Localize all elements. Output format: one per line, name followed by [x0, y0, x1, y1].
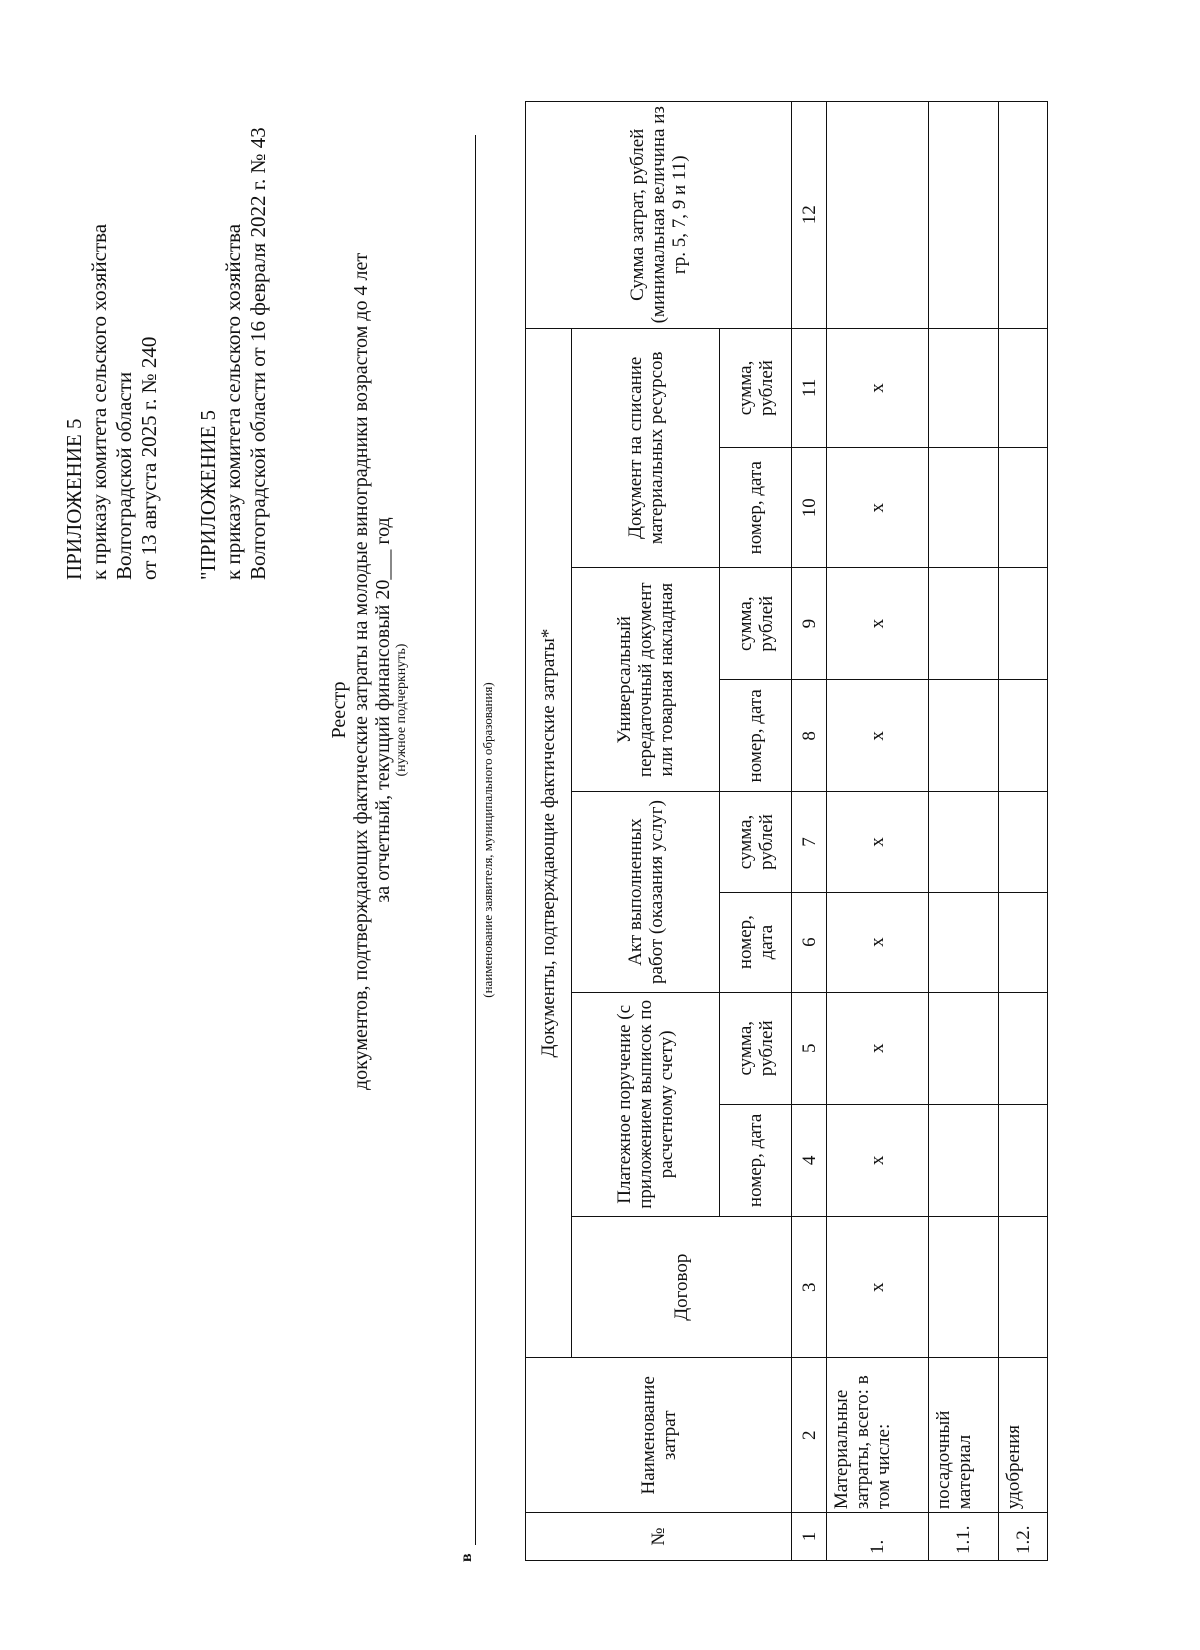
table-cell — [999, 568, 1048, 680]
table-cell: x — [827, 992, 929, 1104]
header-line: "ПРИЛОЖЕНИЕ 5 — [196, 409, 220, 580]
row-number: 1.1. — [929, 1513, 999, 1561]
row-cost-name: удобрения — [999, 1358, 1048, 1513]
row-number: 1.2. — [999, 1513, 1048, 1561]
table-cell — [999, 792, 1048, 892]
header-contract: Договор — [572, 1216, 792, 1358]
column-number: 7 — [792, 792, 827, 892]
column-number: 1 — [792, 1513, 827, 1561]
title-line: документов, подтверждающих фактические затраты на молодые виноградники возрастом до 4 лет — [350, 252, 372, 1090]
header-cost-name: Наименование затрат — [526, 1358, 792, 1513]
title-line: за отчетный, текущий финансовый 20___ год — [372, 517, 394, 903]
header-line: Волгоградской области от 16 февраля 2022 г. № 43 — [246, 127, 270, 580]
title-line: Реестр — [328, 681, 350, 739]
table-cell: x — [827, 328, 929, 448]
table-cell — [999, 102, 1048, 329]
table-cell — [929, 448, 999, 568]
header-line: к приказу комитета сельского хозяйства — [221, 223, 245, 580]
table-cell: x — [827, 680, 929, 792]
table-cell — [929, 1216, 999, 1358]
table-cell — [929, 1104, 999, 1216]
subheader-number-date: номер, дата — [720, 1104, 792, 1216]
subheader-amount: сумма, рублей — [720, 992, 792, 1104]
table-cell — [827, 102, 929, 329]
table-cell: x — [827, 448, 929, 568]
table-cell — [999, 892, 1048, 992]
header-line: Волгоградской области — [112, 371, 136, 580]
subheader-number-date: номер, дата — [720, 680, 792, 792]
table-cell — [999, 448, 1048, 568]
table-cell — [999, 992, 1048, 1104]
table-cell: x — [827, 568, 929, 680]
appendix-header-old — [196, 127, 271, 580]
column-number: 2 — [792, 1358, 827, 1513]
subheader-amount: сумма, рублей — [720, 568, 792, 680]
table-cell — [999, 328, 1048, 448]
column-number: 8 — [792, 680, 827, 792]
header-line: от 13 августа 2025 г. № 240 — [137, 336, 161, 580]
column-number: 11 — [792, 328, 827, 448]
column-number: 5 — [792, 992, 827, 1104]
table-cell: x — [827, 892, 929, 992]
table-cell — [929, 568, 999, 680]
column-number: 9 — [792, 568, 827, 680]
header-payment-order: Платежное поручение (с приложением выписок по расчетному счету) — [572, 992, 720, 1216]
table-cell — [929, 892, 999, 992]
header-line: ПРИЛОЖЕНИЕ 5 — [62, 418, 86, 580]
register-table — [525, 101, 1048, 1561]
table-cell — [929, 102, 999, 329]
header-line: к приказу комитета сельского хозяйства — [87, 223, 111, 580]
table-row — [999, 102, 1048, 1561]
applicant-caption: (наименование заявителя, муниципального образования) — [480, 682, 495, 998]
table-cell — [999, 1104, 1048, 1216]
applicant-prefix: в — [458, 1553, 475, 1562]
subheader-amount: сумма, рублей — [720, 792, 792, 892]
table-cell: x — [827, 792, 929, 892]
subheader-number-date: номер, дата — [720, 892, 792, 992]
header-supporting-docs: Документы, подтверждающие фактические затраты* — [526, 328, 572, 1358]
table-cell — [999, 680, 1048, 792]
row-cost-name: посадочный материал — [929, 1358, 999, 1513]
row-cost-name: Материальные затраты, всего: в том числе: — [827, 1358, 929, 1513]
header-no: № — [526, 1513, 792, 1561]
column-number: 12 — [792, 102, 827, 329]
table-cell — [929, 680, 999, 792]
header-work-act: Акт выполненных работ (оказания услуг) — [572, 792, 720, 992]
table-cell — [929, 792, 999, 892]
row-number: 1. — [827, 1513, 929, 1561]
header-transfer-doc: Универсальный передаточный документ или товарная накладная — [572, 568, 720, 792]
subheader-number-date: номер, дата — [720, 448, 792, 568]
applicant-blank-line — [475, 135, 476, 1545]
header-cost-sum: Суммa затрат, рублей (минимальная величина из гр. 5, 7, 9 и 11) — [526, 102, 792, 329]
header-writeoff-doc: Документ на списание материальных ресурсов — [572, 328, 720, 568]
column-number: 10 — [792, 448, 827, 568]
table-cell — [999, 1216, 1048, 1358]
subheader-amount: сумма, рублей — [720, 328, 792, 448]
table-row — [827, 102, 929, 1561]
table-cell: x — [827, 1216, 929, 1358]
column-number: 3 — [792, 1216, 827, 1358]
column-number: 4 — [792, 1104, 827, 1216]
document-title — [328, 252, 410, 1090]
table-cell — [929, 992, 999, 1104]
table-cell — [929, 328, 999, 448]
title-note: (нужное подчеркнуть) — [394, 643, 409, 777]
column-number: 6 — [792, 892, 827, 992]
table-cell: x — [827, 1104, 929, 1216]
appendix-header-new — [62, 224, 162, 580]
table-row — [929, 102, 999, 1561]
